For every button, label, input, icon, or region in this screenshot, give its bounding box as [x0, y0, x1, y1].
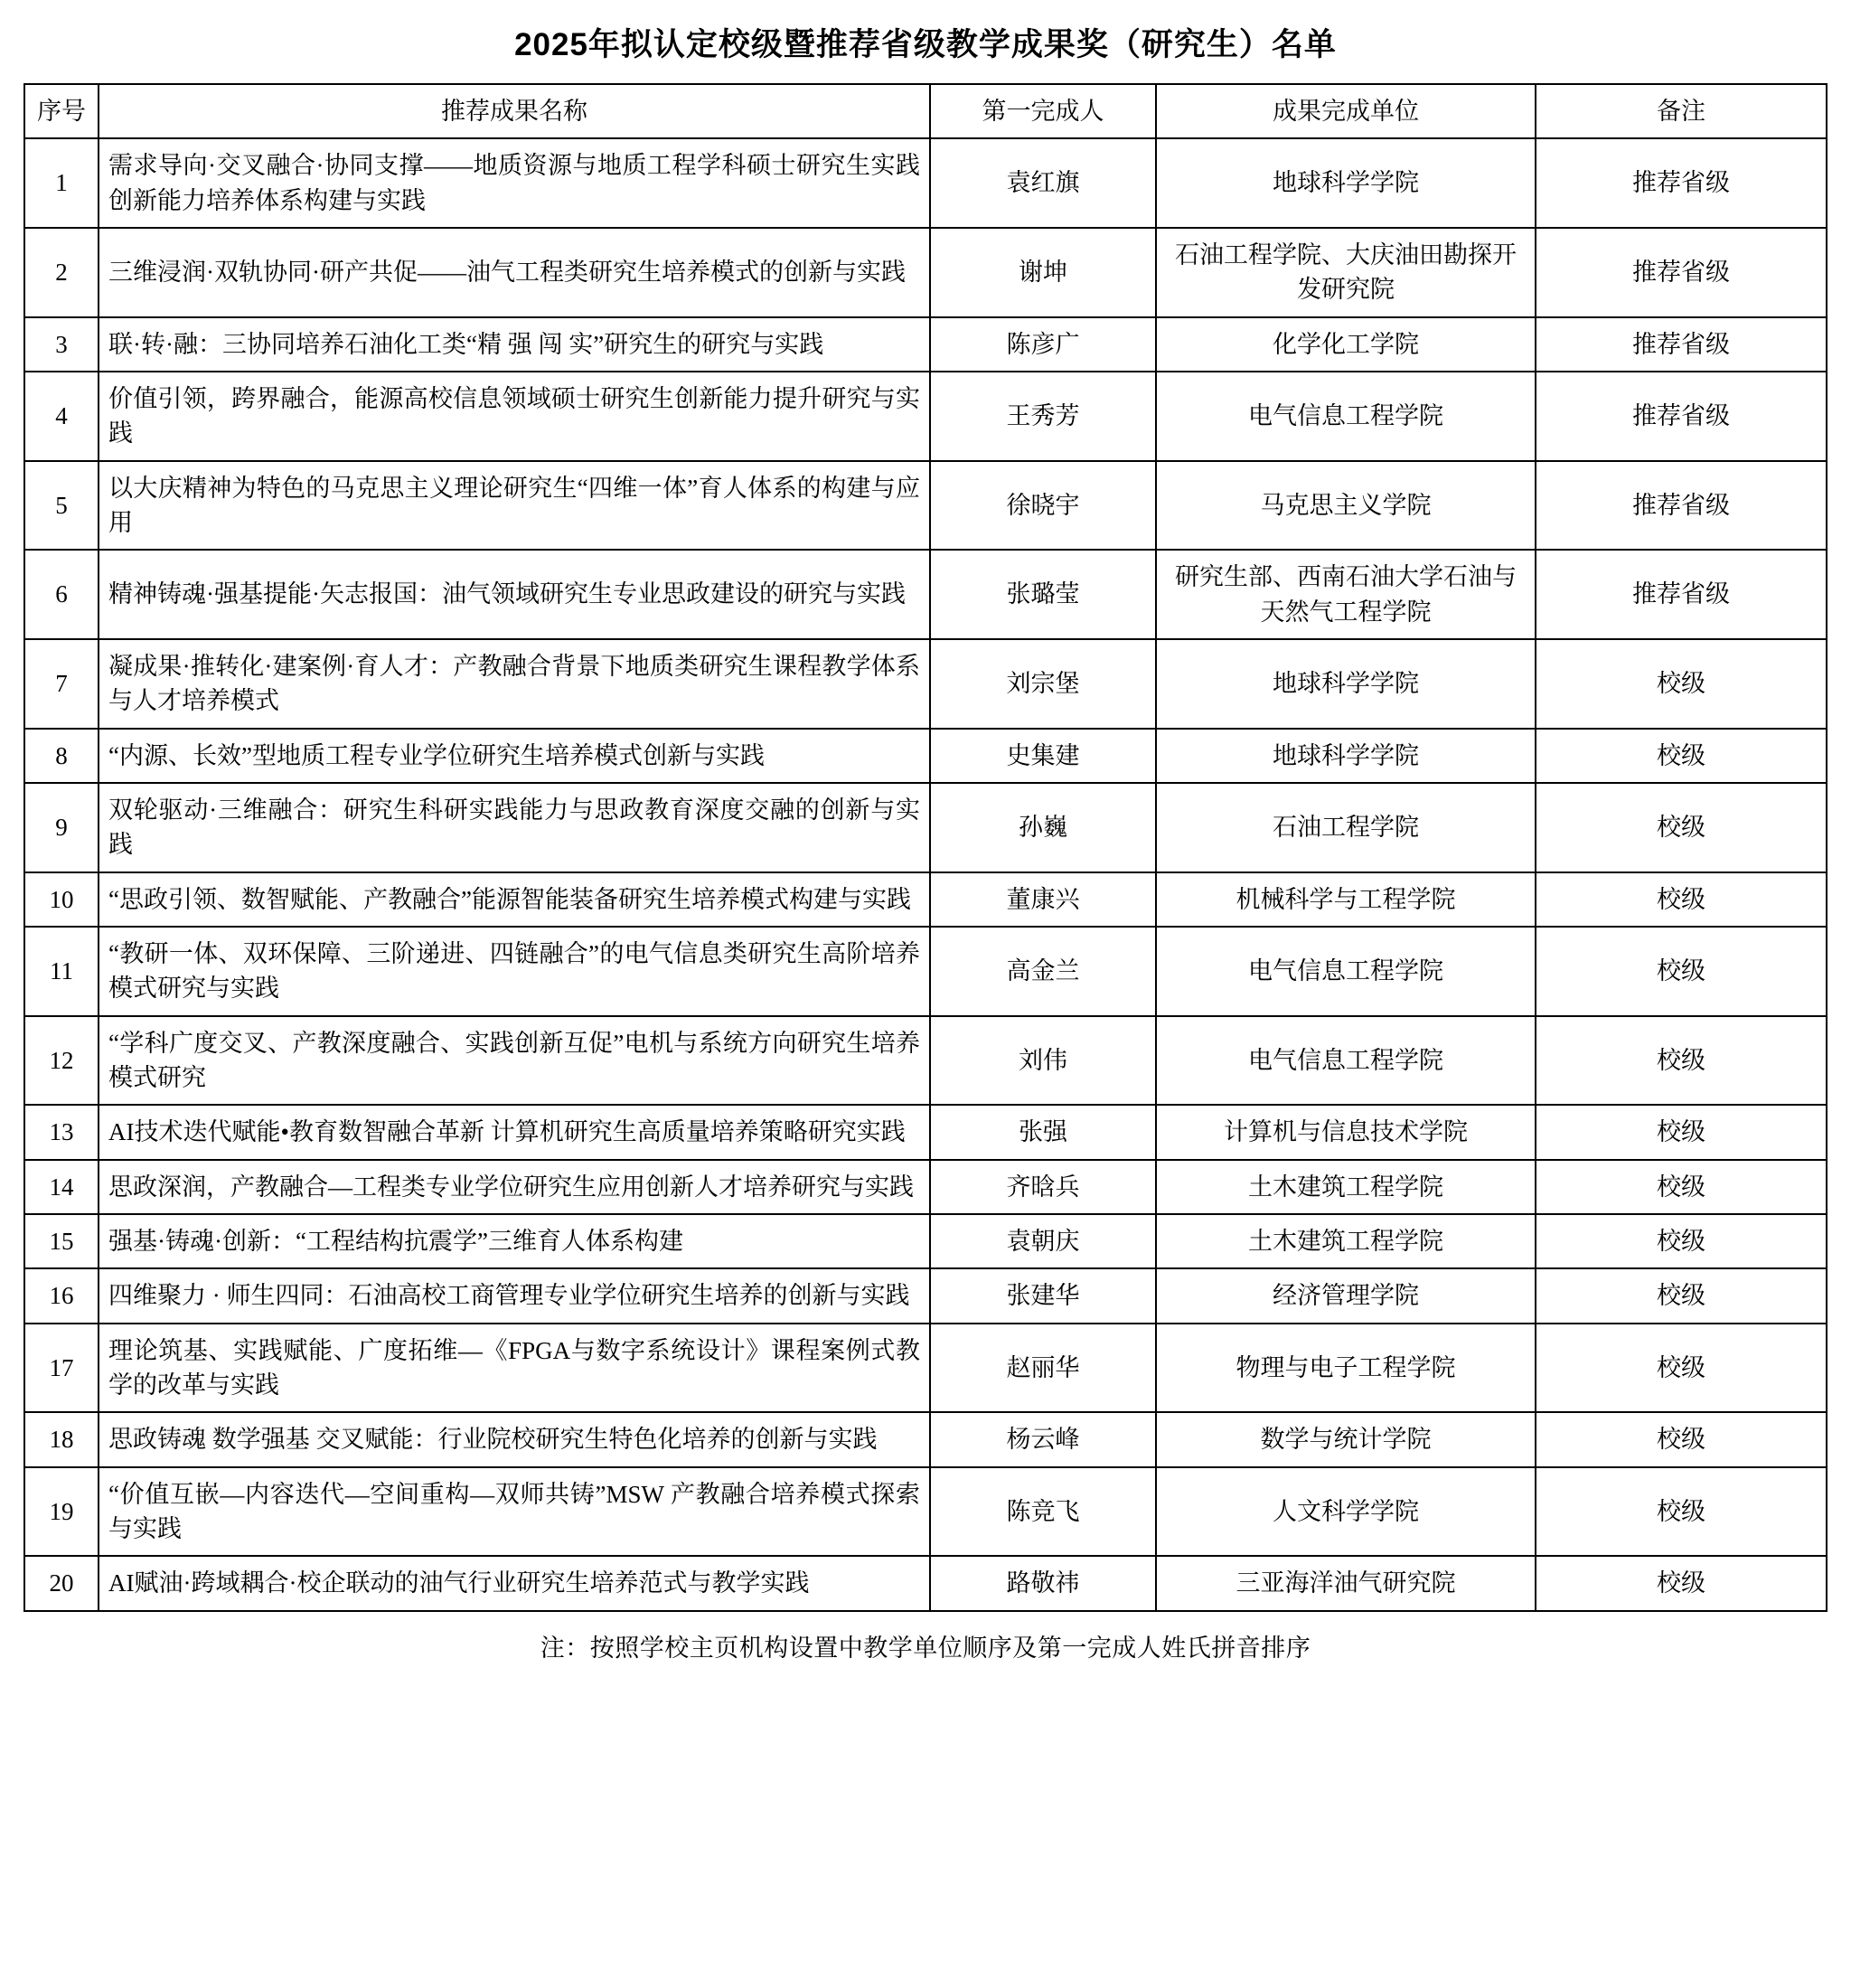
table-row [24, 1467, 1827, 1557]
cell-name: 三维浸润·双轨协同·研产共促——油气工程类研究生培养模式的创新与实践 [99, 228, 930, 317]
cell-no: 14 [24, 1160, 99, 1214]
cell-no: 10 [24, 872, 99, 927]
cell-remark: 推荐省级 [1536, 372, 1827, 461]
award-list-table [23, 83, 1828, 1612]
cell-unit: 电气信息工程学院 [1156, 1016, 1536, 1106]
table-row [24, 729, 1827, 783]
cell-name: “内源、长效”型地质工程专业学位研究生培养模式创新与实践 [99, 729, 930, 783]
cell-unit: 物理与电子工程学院 [1156, 1324, 1536, 1413]
cell-remark: 校级 [1536, 1268, 1827, 1323]
table-row [24, 1160, 1827, 1214]
table-row [24, 228, 1827, 317]
cell-remark: 推荐省级 [1536, 461, 1827, 551]
cell-person: 孙巍 [930, 783, 1156, 872]
cell-person: 张建华 [930, 1268, 1156, 1323]
table-row [24, 927, 1827, 1016]
table-row [24, 317, 1827, 372]
column-header-name: 推荐成果名称 [99, 84, 930, 138]
table-row [24, 372, 1827, 461]
cell-remark: 校级 [1536, 1324, 1827, 1413]
cell-name: “价值互嵌—内容迭代—空间重构—双师共铸”MSW 产教融合培养模式探索与实践 [99, 1467, 930, 1557]
table-row [24, 872, 1827, 927]
cell-unit: 研究生部、西南石油大学石油与天然气工程学院 [1156, 550, 1536, 639]
cell-remark: 校级 [1536, 783, 1827, 872]
cell-name: 强基·铸魂·创新：“工程结构抗震学”三维育人体系构建 [99, 1214, 930, 1268]
page-title: 2025年拟认定校级暨推荐省级教学成果奖（研究生）名单 [514, 27, 1337, 62]
table-row [24, 1214, 1827, 1268]
cell-name: 思政铸魂 数学强基 交叉赋能：行业院校研究生特色化培养的创新与实践 [99, 1412, 930, 1466]
cell-no: 9 [24, 783, 99, 872]
cell-no: 8 [24, 729, 99, 783]
cell-name: AI赋油·跨域耦合·校企联动的油气行业研究生培养范式与教学实践 [99, 1556, 930, 1610]
cell-no: 11 [24, 927, 99, 1016]
cell-no: 17 [24, 1324, 99, 1413]
column-header-person: 第一完成人 [930, 84, 1156, 138]
column-header-unit: 成果完成单位 [1156, 84, 1536, 138]
cell-unit: 地球科学学院 [1156, 639, 1536, 729]
cell-name: 需求导向·交叉融合·协同支撑——地质资源与地质工程学科硕士研究生实践创新能力培养体系构建与实践 [99, 138, 930, 228]
table-header-row [24, 84, 1827, 138]
table-row [24, 1016, 1827, 1106]
cell-remark: 推荐省级 [1536, 550, 1827, 639]
cell-remark: 校级 [1536, 1016, 1827, 1106]
cell-person: 陈彦广 [930, 317, 1156, 372]
cell-name: 双轮驱动·三维融合：研究生科研实践能力与思政教育深度交融的创新与实践 [99, 783, 930, 872]
cell-name: AI技术迭代赋能•教育数智融合革新 计算机研究生高质量培养策略研究实践 [99, 1105, 930, 1159]
table-row [24, 461, 1827, 551]
cell-remark: 校级 [1536, 927, 1827, 1016]
cell-remark: 推荐省级 [1536, 228, 1827, 317]
table-row [24, 1412, 1827, 1466]
cell-unit: 马克思主义学院 [1156, 461, 1536, 551]
cell-person: 张强 [930, 1105, 1156, 1159]
cell-unit: 土木建筑工程学院 [1156, 1160, 1536, 1214]
cell-person: 齐晗兵 [930, 1160, 1156, 1214]
table-row [24, 783, 1827, 872]
cell-person: 谢坤 [930, 228, 1156, 317]
table-row [24, 1556, 1827, 1610]
cell-remark: 推荐省级 [1536, 138, 1827, 228]
cell-no: 5 [24, 461, 99, 551]
cell-unit: 电气信息工程学院 [1156, 927, 1536, 1016]
cell-name: 精神铸魂·强基提能·矢志报国：油气领域研究生专业思政建设的研究与实践 [99, 550, 930, 639]
table-row [24, 1105, 1827, 1159]
cell-unit: 地球科学学院 [1156, 729, 1536, 783]
cell-remark: 校级 [1536, 639, 1827, 729]
cell-unit: 人文科学学院 [1156, 1467, 1536, 1557]
cell-no: 12 [24, 1016, 99, 1106]
cell-name: 以大庆精神为特色的马克思主义理论研究生“四维一体”育人体系的构建与应用 [99, 461, 930, 551]
cell-unit: 地球科学学院 [1156, 138, 1536, 228]
cell-name: 理论筑基、实践赋能、广度拓维—《FPGA与数字系统设计》课程案例式教学的改革与实践 [99, 1324, 930, 1413]
cell-unit: 石油工程学院、大庆油田勘探开发研究院 [1156, 228, 1536, 317]
cell-person: 董康兴 [930, 872, 1156, 927]
table-body [24, 138, 1827, 1610]
table-row [24, 1268, 1827, 1323]
cell-person: 徐晓宇 [930, 461, 1156, 551]
cell-name: 联·转·融：三协同培养石油化工类“精 强 闯 实”研究生的研究与实践 [99, 317, 930, 372]
cell-name: 凝成果·推转化·建案例·育人才：产教融合背景下地质类研究生课程教学体系与人才培养模式 [99, 639, 930, 729]
cell-person: 刘伟 [930, 1016, 1156, 1106]
cell-no: 18 [24, 1412, 99, 1466]
cell-remark: 推荐省级 [1536, 317, 1827, 372]
cell-person: 陈竞飞 [930, 1467, 1156, 1557]
cell-unit: 数学与统计学院 [1156, 1412, 1536, 1466]
cell-unit: 三亚海洋油气研究院 [1156, 1556, 1536, 1610]
cell-name: “教研一体、双环保障、三阶递进、四链融合”的电气信息类研究生高阶培养模式研究与实践 [99, 927, 930, 1016]
cell-person: 刘宗堡 [930, 639, 1156, 729]
table-row [24, 138, 1827, 228]
cell-remark: 校级 [1536, 872, 1827, 927]
cell-person: 赵丽华 [930, 1324, 1156, 1413]
cell-name: “思政引领、数智赋能、产教融合”能源智能装备研究生培养模式构建与实践 [99, 872, 930, 927]
cell-person: 张璐莹 [930, 550, 1156, 639]
column-header-remark: 备注 [1536, 84, 1827, 138]
cell-no: 20 [24, 1556, 99, 1610]
cell-person: 袁朝庆 [930, 1214, 1156, 1268]
cell-remark: 校级 [1536, 1105, 1827, 1159]
cell-person: 杨云峰 [930, 1412, 1156, 1466]
cell-no: 15 [24, 1214, 99, 1268]
cell-no: 7 [24, 639, 99, 729]
cell-no: 1 [24, 138, 99, 228]
cell-name: 四维聚力 · 师生四同：石油高校工商管理专业学位研究生培养的创新与实践 [99, 1268, 930, 1323]
cell-unit: 石油工程学院 [1156, 783, 1536, 872]
cell-unit: 化学化工学院 [1156, 317, 1536, 372]
cell-name: 思政深润，产教融合—工程类专业学位研究生应用创新人才培养研究与实践 [99, 1160, 930, 1214]
cell-unit: 机械科学与工程学院 [1156, 872, 1536, 927]
column-header-no: 序号 [24, 84, 99, 138]
table-row [24, 639, 1827, 729]
cell-no: 13 [24, 1105, 99, 1159]
cell-remark: 校级 [1536, 1556, 1827, 1610]
cell-no: 19 [24, 1467, 99, 1557]
cell-unit: 土木建筑工程学院 [1156, 1214, 1536, 1268]
cell-no: 6 [24, 550, 99, 639]
cell-remark: 校级 [1536, 729, 1827, 783]
table-footnote: 注：按照学校主页机构设置中教学单位顺序及第一完成人姓氏拼音排序 [540, 1634, 1311, 1662]
cell-no: 4 [24, 372, 99, 461]
cell-no: 2 [24, 228, 99, 317]
cell-person: 史集建 [930, 729, 1156, 783]
cell-remark: 校级 [1536, 1412, 1827, 1466]
cell-person: 高金兰 [930, 927, 1156, 1016]
table-row [24, 1324, 1827, 1413]
cell-no: 3 [24, 317, 99, 372]
cell-person: 路敬祎 [930, 1556, 1156, 1610]
cell-name: 价值引领，跨界融合，能源高校信息领域硕士研究生创新能力提升研究与实践 [99, 372, 930, 461]
cell-name: “学科广度交叉、产教深度融合、实践创新互促”电机与系统方向研究生培养模式研究 [99, 1016, 930, 1106]
table-row [24, 550, 1827, 639]
cell-unit: 经济管理学院 [1156, 1268, 1536, 1323]
cell-remark: 校级 [1536, 1467, 1827, 1557]
cell-remark: 校级 [1536, 1160, 1827, 1214]
cell-unit: 电气信息工程学院 [1156, 372, 1536, 461]
cell-person: 袁红旗 [930, 138, 1156, 228]
cell-person: 王秀芳 [930, 372, 1156, 461]
cell-remark: 校级 [1536, 1214, 1827, 1268]
cell-unit: 计算机与信息技术学院 [1156, 1105, 1536, 1159]
table-header [24, 84, 1827, 138]
cell-no: 16 [24, 1268, 99, 1323]
